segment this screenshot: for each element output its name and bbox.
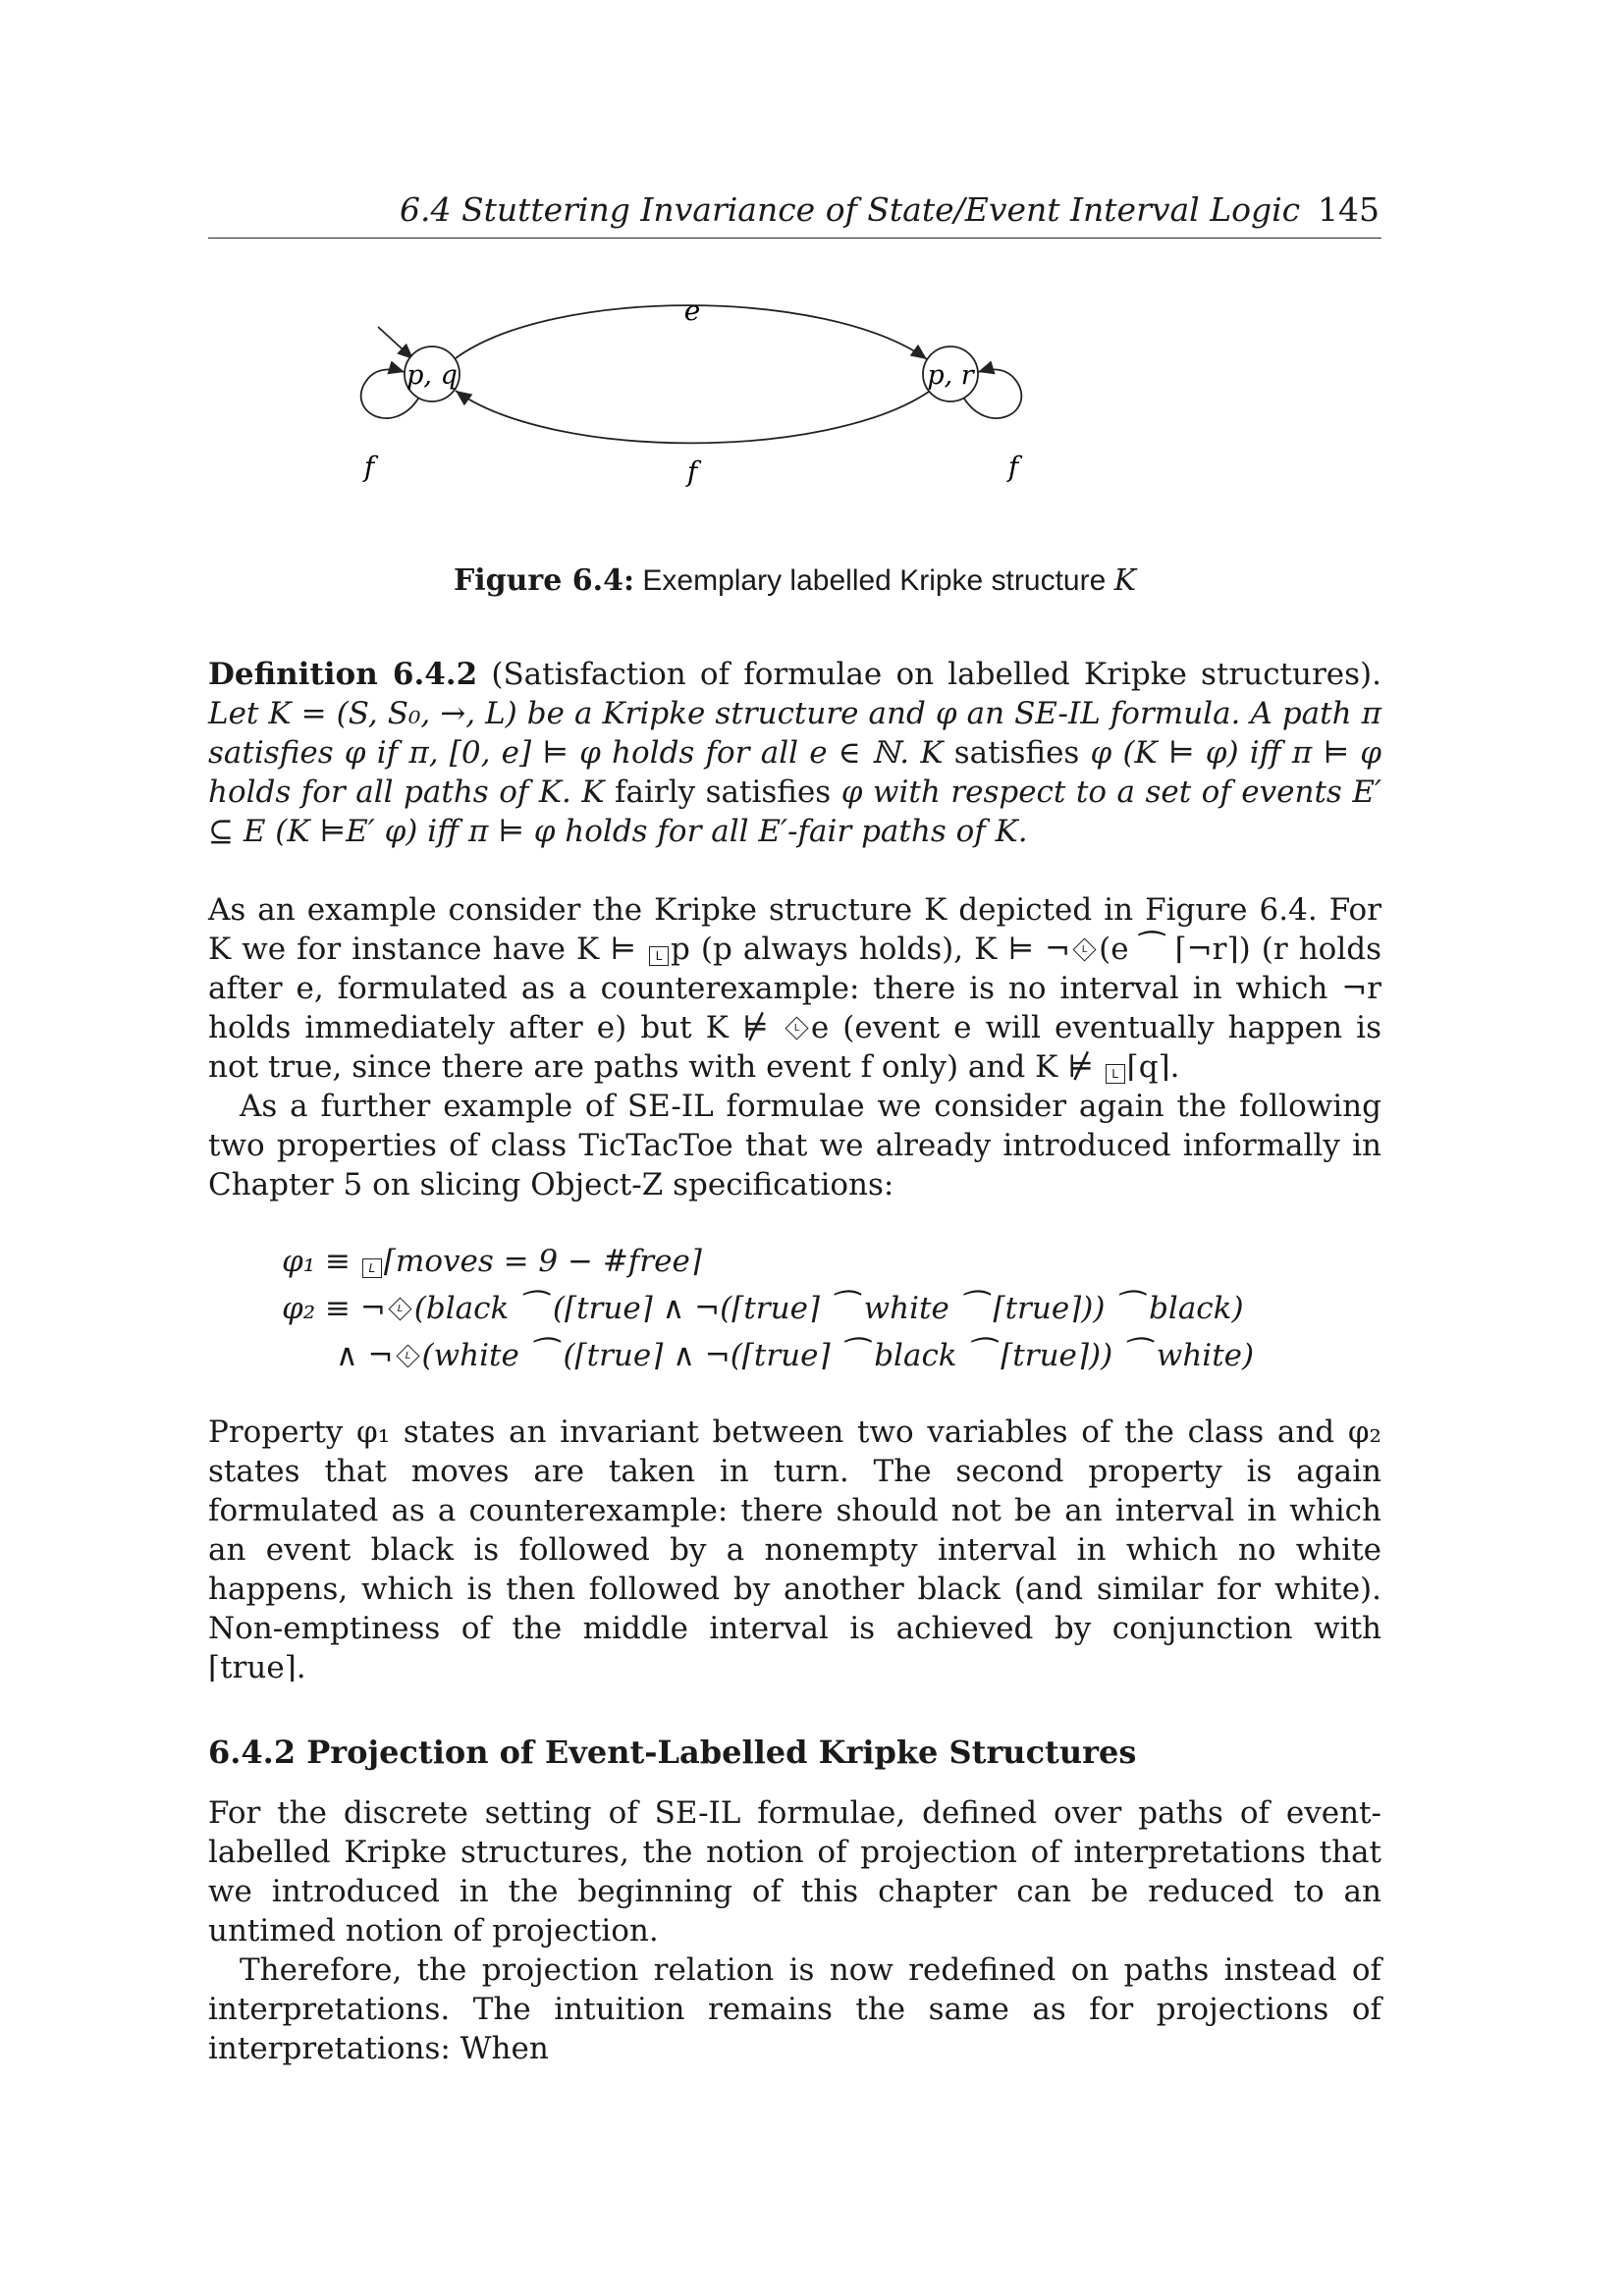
definition-title: (Satisfaction of formulae on labelled Kripke structures). <box>491 657 1381 692</box>
example-text-5: ⌈q⌉. <box>1126 1049 1180 1085</box>
state-right-label: p, r <box>927 360 974 391</box>
running-head <box>208 187 1381 239</box>
edge-label-top: e <box>683 294 701 327</box>
edge-label-bottom: f <box>686 455 698 488</box>
formula-phi1-rhs: ⌈moves = 9 − #free⌉ <box>383 1244 702 1279</box>
formula-phi2-cont <box>282 1332 1381 1379</box>
initial-arrow <box>378 327 413 359</box>
definition-fairly: fairly satisfies <box>615 774 832 810</box>
formula-phi2-cont-rhs: (white ⁀ (⌈true⌉ ∧ ¬(⌈true⌉ ⁀ black ⁀ ⌈true⌉)) ⁀ white) <box>421 1338 1255 1373</box>
definition-label: Definition 6.4.2 <box>208 657 478 692</box>
kripke-figure <box>208 288 1381 538</box>
diamond-operator <box>388 1297 411 1320</box>
subsection-title: Projection of Event-Labelled Kripke Structures <box>306 1734 1137 1771</box>
subsection-heading <box>208 1733 1381 1772</box>
formula-phi1 <box>282 1238 1381 1285</box>
example-text-1: As an example consider the Kripke structure K depicted in Figure 6.4. For K we for instance have K ⊨ <box>208 892 1381 967</box>
formula-phi1-lhs: φ₁ ≡ <box>282 1244 360 1279</box>
edge-bottom <box>456 391 929 443</box>
diamond-operator <box>396 1344 419 1367</box>
example-text-2: p (p always holds), K ⊨ ¬ <box>671 932 1071 967</box>
example-text-3: (e ⁀ ⌈¬r⌉) (r holds after e, formulated as a counterexample: there is no interval in which ¬r holds immediately after e) but K ⊭ <box>208 932 1382 1045</box>
diamond-operator <box>785 1016 808 1040</box>
diamond-operator-label: L <box>397 1304 404 1314</box>
formula-phi2-rhs: (black ⁀ (⌈true⌉ ∧ ¬(⌈true⌉ ⁀ white ⁀ ⌈true⌉)) ⁀ black) <box>413 1291 1244 1326</box>
kripke-diagram <box>208 288 1381 538</box>
diamond-operator-label: L <box>1081 944 1088 955</box>
page-number: 145 <box>1318 190 1380 229</box>
figure-caption-symbol: K <box>1113 563 1137 598</box>
paragraph-example <box>208 890 1381 1087</box>
running-head-title: 6.4 Stuttering Invariance of State/Event Interval Logic <box>400 190 1301 229</box>
formula-phi2-cont-lhs: ∧ ¬ <box>336 1338 394 1373</box>
paragraph-therefore: Therefore, the projection relation is now redefined on paths instead of interpretations. The intuition remains the same as for projections of interpretations: When <box>208 1952 1381 2066</box>
formula-phi2-lhs: φ₂ ≡ ¬ <box>282 1291 386 1326</box>
formula-phi2 <box>282 1285 1381 1332</box>
figure-caption <box>208 563 1381 598</box>
subsection-number: 6.4.2 <box>208 1734 297 1771</box>
figure-caption-label: Figure 6.4: <box>453 563 635 598</box>
edge-label-self-left: f <box>363 451 375 483</box>
definition-satisfies: satisfies <box>953 735 1080 771</box>
paragraph-property: Property φ₁ states an invariant between two variables of the class and φ₂ states that moves are taken in turn. The second property is again formulated as a counterexample: there should not be an interval in which an event black is followed by a nonempty interval in which no white happens, which is then followed by another black (and similar for white). Non-emptiness of the middle interval is achieved by conjunction with ⌈true⌉. <box>208 1415 1381 1685</box>
paragraph-discrete: For the discrete setting of SE-IL formulae, defined over paths of event-labelled Kripke structures, the notion of projection of interpretations that we introduced in the beginning of this chapter can be reduced to an untimed notion of projection. <box>208 1795 1381 1949</box>
definition-body-3: φ with respect to a set of events E′ ⊆ E (K ⊨E′ φ) iff π ⊨ φ holds for all E′-fair paths of K. <box>208 774 1381 849</box>
figure-caption-text: Exemplary labelled Kripke structure <box>642 564 1107 597</box>
diamond-operator <box>1073 937 1097 961</box>
diamond-operator-label: L <box>405 1351 410 1362</box>
box-operator: L <box>649 946 669 966</box>
formula-block <box>282 1238 1381 1379</box>
page <box>208 187 1381 2068</box>
paragraph-further: As a further example of SE-IL formulae we consider again the following two properties of class TicTacToe that we already introduced informally in Chapter 5 on slicing Object-Z specifications: <box>208 1089 1381 1202</box>
definition-body-2: φ (K ⊨ φ) iff π ⊨ φ holds for all paths of K. K <box>208 735 1382 810</box>
diamond-operator-label: L <box>793 1023 800 1034</box>
state-left-label: p, q <box>406 360 458 391</box>
example-text-4: e (event e will eventually happen is not true, since there are paths with event f only) and K ⊭ <box>208 1010 1381 1085</box>
definition-body-1: Let K = (S, S₀, →, L) be a Kripke structure and φ an SE-IL formula. A path π satisfies φ if π, [0, e] ⊨ φ holds for all e ∈ ℕ. K <box>208 696 1381 771</box>
box-operator: L <box>362 1258 382 1278</box>
definition-6-4-2 <box>208 655 1381 851</box>
box-operator: L <box>1106 1064 1125 1084</box>
edge-label-self-right: f <box>1007 451 1019 483</box>
